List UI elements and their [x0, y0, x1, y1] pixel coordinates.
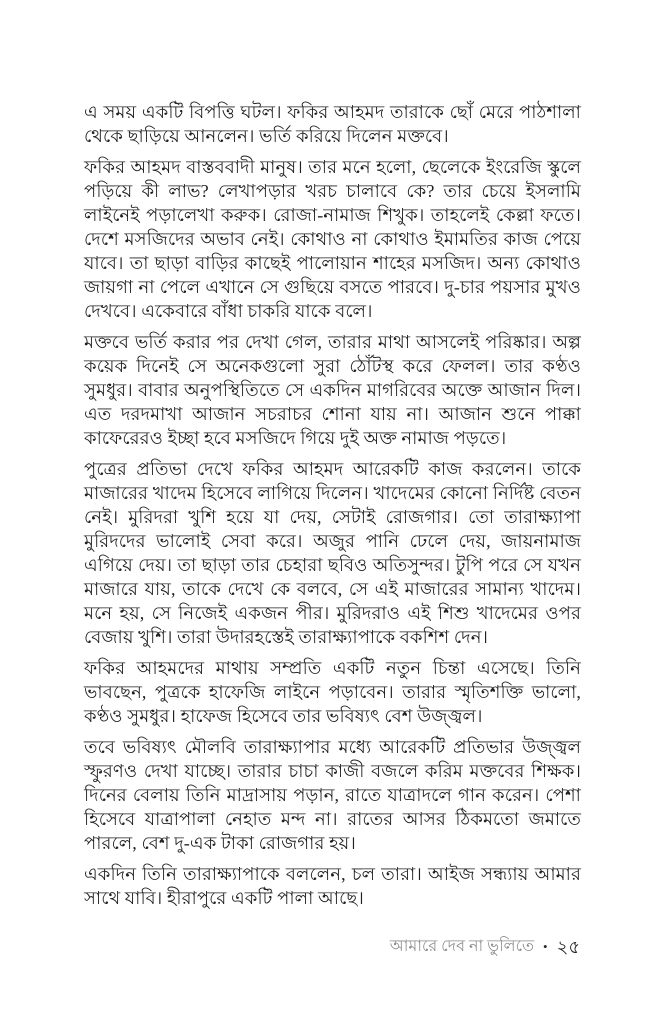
paragraph: পুত্রের প্রতিভা দেখে ফকির আহমদ আরেকটি কাজ করলেন। তাকে মাজারের খাদেম হিসেবে লাগিয়ে দিলেন। খাদেমের কোনো নির্দিষ্ট বেতন নেই। মুরিদরা খুশি হয়ে যা দেয়, সেটাই রোজগার। তো তারাক্ষ্যাপা মুরিদদের ভালোই সেবা করে। অজুর পানি ঢেলে দেয়, জায়নামাজ এগিয়ে দেয়। তা ছাড়া তার চেহারা ছবিও অতিসুন্দর। টুপি পরে সে যখন মাজারে যায়, তাকে দেখে কে বলবে, সে এই মাজারের সামান্য খাদেম। মনে হয়, সে নিজেই একজন পীর। মুরিদরাও এই শিশু খাদেমের ওপর বেজায় খুশি। তারা উদারহস্তেই তারাক্ষ্যাপাকে বকশিশ দেন।	[84, 459, 581, 647]
paragraph: এ সময় একটি বিপত্তি ঘটল। ফকির আহমদ তারাকে ছোঁ মেরে পাঠশালা থেকে ছাড়িয়ে আনলেন। ভর্তি করিয়ে দিলেন মক্তবে।	[84, 102, 581, 146]
running-footer-book-title: আমারে দেব না ভুলিতে	[389, 938, 535, 955]
bullet-separator-icon: •	[543, 939, 548, 954]
page-footer	[390, 936, 580, 958]
paragraph: ফকির আহমদ বাস্তববাদী মানুষ। তার মনে হলো, ছেলেকে ইংরেজি স্কুলে পড়িয়ে কী লাভ? লেখাপড়ার খরচ চালাবে কে? তার চেয়ে ইসলামি লাইনেই পড়ালেখা করুক। রোজা-নামাজ শিখুক। তাহলেই কেল্লা ফতে। দেশে মসজিদের অভাব নেই। কোথাও না কোথাও ইমামতির কাজ পেয়ে যাবে। তা ছাড়া বাড়ির কাছেই পালোয়ান শাহের মসজিদ। অন্য কোথাও জায়গা না পেলে এখানে সে গুছিয়ে বসতে পারবে। দু-চার পয়সার মুখও দেখবে। একেবারে বাঁধা চাকরি যাকে বলে।	[84, 157, 581, 321]
page-body	[84, 100, 581, 917]
paragraph: একদিন তিনি তারাক্ষ্যাপাকে বললেন, চল তারা। আইজ সন্ধ্যায় আমার সাথে যাবি। হীরাপুরে একটি পালা আছে।	[84, 864, 581, 908]
paragraph: তবে ভবিষ্যৎ মৌলবি তারাক্ষ্যাপার মধ্যে আরেকটি প্রতিভার উজ্জ্বল স্ফুরণও দেখা যাচ্ছে। তারার চাচা কাজী বজলে করিম মক্তবের শিক্ষক। দিনের বেলায় তিনি মাদ্রাসায় পড়ান, রাতে যাত্রাদলে গান করেন। পেশা হিসেবে যাত্রাপালা নেহাত মন্দ না। রাতের আসর ঠিকমতো জমাতে পারলে, বেশ দু-এক টাকা রোজগার হয়।	[84, 737, 581, 853]
paragraph: ফকির আহমদের মাথায় সম্প্রতি একটি নতুন চিন্তা এসেছে। তিনি ভাবছেন, পুত্রকে হাফেজি লাইনে পড়াবেন। তারার স্মৃতিশক্তি ভালো, কণ্ঠও সুমধুর। হাফেজ হিসেবে তার ভবিষ্যৎ বেশ উজ্জ্বল।	[84, 658, 581, 726]
paragraph: মক্তবে ভর্তি করার পর দেখা গেল, তারার মাথা আসলেই পরিষ্কার। অল্প কয়েক দিনেই সে অনেকগুলো সুরা ঠোঁটস্থ করে ফেলল। তার কণ্ঠও সুমধুর। বাবার অনুপস্থিতিতে সে একদিন মাগরিবের অক্তে আজান দিল। এত দরদমাখা আজান সচরাচর শোনা যায় না। আজান শুনে পাক্কা কাফেরেরও ইচ্ছা হবে মসজিদে গিয়ে দুই অক্ত নামাজ পড়তে।	[84, 332, 581, 448]
page-number: ২৫	[556, 937, 580, 957]
